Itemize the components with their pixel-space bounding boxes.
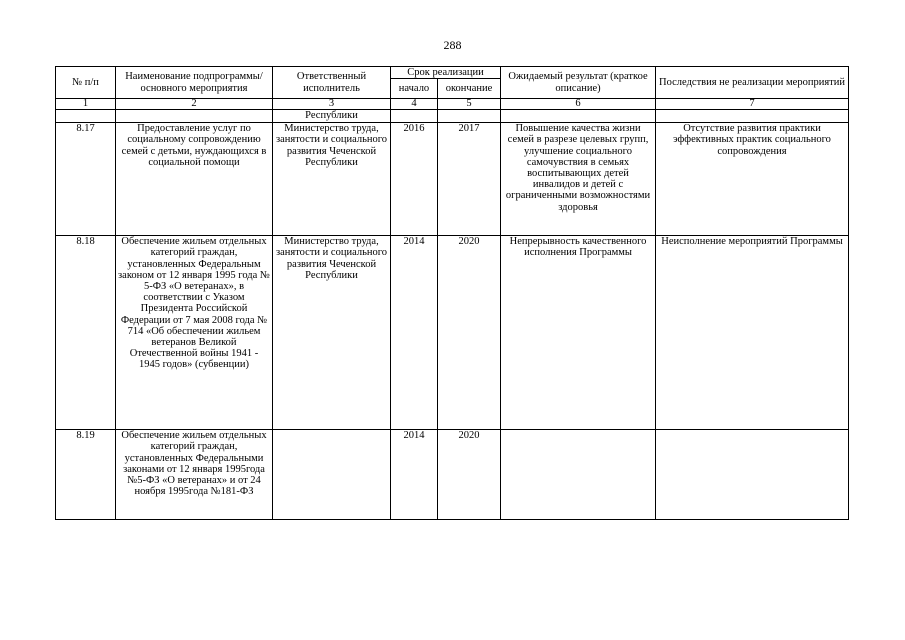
row-start: 2014 xyxy=(391,236,438,430)
row-end: 2017 xyxy=(438,123,501,236)
table-row xyxy=(56,430,849,520)
header-name: Наименование подпрограммы/ основного мероприятия xyxy=(116,67,273,99)
header-consequences: Последствия не реализации мероприятий xyxy=(656,67,849,99)
page-number: 288 xyxy=(443,38,462,52)
column-number: 4 xyxy=(391,99,438,110)
column-number-row xyxy=(56,99,849,110)
row-expected: Повышение качества жизни семей в разрезе целевых групп, улучшение социального самочувствия в семьях воспитывающих детей инвалидов и детей с ограниченными возможностями здоровья xyxy=(501,123,656,236)
row-name: Обеспечение жильем отдельных категорий граждан, установленных Федеральными законами от 12 января 1995года №5-ФЗ «О ветеранах» и от 24 ноября 1995года №181-ФЗ xyxy=(116,430,273,520)
row-number: 8.18 xyxy=(56,236,116,430)
header-period: Срок реализации xyxy=(391,67,501,79)
continuation-row xyxy=(56,110,849,123)
column-number: 6 xyxy=(501,99,656,110)
column-number: 3 xyxy=(273,99,391,110)
row-end: 2020 xyxy=(438,430,501,520)
header-num: № п/п xyxy=(56,67,116,99)
row-name: Обеспечение жильем отдельных категорий граждан, установленных Федеральным законом от 12 января 1995 года № 5-ФЗ «О ветеранах», в соответствии с Указом Президента Российской Федерации от 7 мая 2008 года № 714 «Об обеспечении жильем ветеранов Великой Отечественной войны 1941 - 1945 годов» (субвенции) xyxy=(116,236,273,430)
column-number: 2 xyxy=(116,99,273,110)
header-expected: Ожидаемый результат (краткое описание) xyxy=(501,67,656,99)
row-consequences: Отсутствие развития практики эффективных практик социального сопровождения xyxy=(656,123,849,236)
row-name: Предоставление услуг по социальному сопровождению семей с детьми, нуждающихся в социальной помощи xyxy=(116,123,273,236)
column-number: 7 xyxy=(656,99,849,110)
row-expected-empty xyxy=(501,430,656,520)
continuation-text: Республики xyxy=(273,110,391,123)
row-responsible: Министерство труда, занятости и социального развития Чеченской Республики xyxy=(273,123,391,236)
row-end: 2020 xyxy=(438,236,501,430)
row-consequences: Неисполнение мероприятий Программы xyxy=(656,236,849,430)
column-number: 1 xyxy=(56,99,116,110)
row-start: 2014 xyxy=(391,430,438,520)
table-row xyxy=(56,236,849,430)
row-consequences-empty xyxy=(656,430,849,520)
row-start: 2016 xyxy=(391,123,438,236)
row-responsible xyxy=(273,430,391,520)
header-end: окончание xyxy=(438,79,501,99)
row-responsible: Министерство труда, занятости и социального развития Чеченской Республики xyxy=(273,236,391,430)
header-start: начало xyxy=(391,79,438,99)
row-number: 8.19 xyxy=(56,430,116,520)
row-number: 8.17 xyxy=(56,123,116,236)
table-row xyxy=(56,123,849,236)
program-table xyxy=(55,66,849,520)
header-responsible: Ответственный исполнитель xyxy=(273,67,391,99)
column-number: 5 xyxy=(438,99,501,110)
row-expected: Непрерывность качественного исполнения Программы xyxy=(501,236,656,430)
